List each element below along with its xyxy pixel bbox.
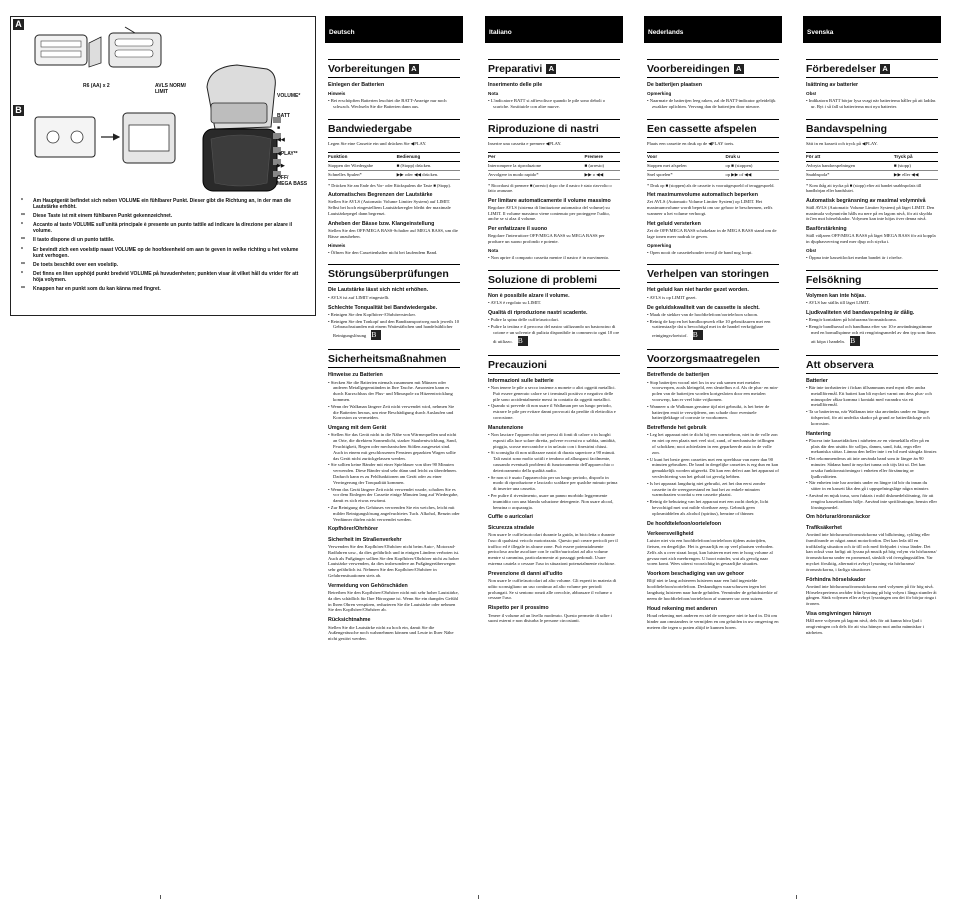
body-text: Verwenden Sie den Kopfhörer/Ohrhörer nicht beim Auto-, Motorrad- Radfahren usw., da dies gefährlich und in einigen Ländern verboten ist. Auch als Fußgänger sollten Sie den Kopfhörer/Ohrhörer nicht zu hoher Lautstärke verwenden, da dies insbesondere an Fußgängerüberwegen sehr gefährlich ist. Nehmen Sie den Kopfhörer/Ohrhörer in Gefahrensituationen stets ab.	[328, 543, 460, 578]
bullet-item: • Quando si prevede di non usare il Walkman per un lungo periodo, estrarre le pile per evitare danni provocati da perdite di elettrolita e corrosione.	[488, 403, 620, 420]
figure-ref-b: B	[693, 330, 703, 340]
bullet-item: • Se non si è usato l'apparecchio per un lungo periodo, disporlo in modo di riproduzione e lasciarlo scaldare per qualche minuto prima di inserire una cassetta.	[488, 475, 620, 492]
subheading: Qualità di riproduzione nastri scadente.	[488, 309, 588, 316]
note-heading: Obs!	[806, 91, 817, 97]
figure-ref-b: B	[850, 336, 860, 346]
stop-button-label: ■	[277, 125, 281, 131]
body-text: Använd inte hörlurarna/öronsnäckorna med volymen på för hög nivå. Hörselexperterna avråder från lyssning på hög volym i långa stunder åt gången. Sänk volymen eller avbryt lyssningen om det för börjar ringa i öronen.	[806, 583, 937, 607]
figure-ref-a: A	[734, 64, 744, 74]
figure-ref-b: B	[371, 330, 381, 340]
bullet-item: • När enheten inte har använts under en längre tid bör du innan du sätter in en kassett låta den gå i uppspelningsläge några minuter.	[806, 480, 938, 492]
bullet-item: • Reinigen Sie den Kopfhörer-/Ohrhörerstecker.	[328, 312, 460, 318]
table-footnote: * Kom ihåg att trycka på ■ (stopp) efter att bandet snabbspolats till bandbörjan eller bandslutet.	[806, 182, 922, 194]
body-text: Sätt in en kassett och tryck på ◀PLAY.	[806, 140, 878, 146]
figure-ref-b: B	[518, 336, 528, 346]
walkman-player-illustration	[197, 47, 285, 197]
bullet-item: • Det rekommenderas att inte använda band som är längre än 90 minuter. Sådana band är mycket tunna och töjs lätt ut. Det kan orsaka funktionsstörningar i enheten eller försämring av ljudkvaliteten.	[806, 456, 938, 479]
bullet-item: • Maak de stekker van de hoofdtelefoon/oortelefoon schoon.	[647, 312, 779, 318]
subheading: Houd rekening met anderen	[647, 605, 718, 612]
section-title: Vorbereitungen A	[328, 59, 460, 78]
illustration-panel	[10, 16, 316, 316]
section-title: Bandavspelning	[806, 119, 938, 138]
body-text: Tenere il volume ad un livello moderato. Questo permette di udire i suoni esterni e non disturba le persone circostanti.	[488, 612, 612, 624]
table-footnote: * Ricordarsi di premere ■ (arresto) dopo che il nastro è stato riavvolto o fatto avanzare.	[488, 182, 612, 194]
body-text: Stellen Sie die Lautstärke nicht zu hoch ein, damit Sie die Außengeräusche noch wahrnehmen können und Leute in Ihrer Nähe nicht gestört werden.	[328, 624, 454, 642]
language-header: Svenska	[803, 16, 941, 43]
subheading: De hoofdtelefoon/oortelefoon	[647, 520, 722, 527]
volume-control-label: VOLUME*	[277, 93, 301, 99]
bullet-item: • AVLS is op LIMIT gezet.	[647, 295, 779, 301]
subheading: Cuffie o auricolari	[488, 514, 534, 521]
section-title: Precauzioni	[488, 355, 620, 374]
bullet-item: • Rengör kontakten på hörlurarna/öronsnäckorna.	[806, 317, 938, 323]
body-text: Houd rekening met anderen en stel de weergave niet te hard in. Dit om hinder aan omstanders te vermijden en om geluiden in uw omgeving en meteen die tegen u praten altijd te kunnen horen.	[647, 612, 779, 630]
bullet-item: • Per pulire il rivestimento, usare un panno morbido leggermente inumidito con una blanda soluzione detergente. Non usare alcool, benzina o acquaragia.	[488, 493, 620, 510]
note-text: • Non aprire il comparto cassetta mentre il nastro è in movimento.	[488, 255, 620, 261]
bullet-item: • Reinig de kop en het bandloopwerk elke 10 gebruiksuren met een wattenstaafje dat u bevochtigd met in de handel verkrijgbare reinigingsvloeistof. B	[647, 319, 779, 341]
section-title: Bandwiedergabe	[328, 119, 460, 138]
section-title: Een cassette afspelen	[647, 119, 779, 138]
body-text: Regolare l'interruttore OFF/MEGA BASS su MEGA BASS per produrre un suono profondo e potente.	[488, 233, 605, 245]
footnote: ** Il tasto dispone di un punto tattile.	[21, 237, 115, 244]
batt-indicator-label: BATT	[277, 113, 290, 119]
note-heading: Nota	[488, 248, 499, 254]
subheading: Manutenzione	[488, 424, 524, 431]
figure-label-b: B	[13, 105, 24, 116]
bullet-item: • Leg het apparaat niet te dicht bij een warmtebron, niet in de volle zon en niet op een plaats met veel stof, zand, of mechanische trillingen of schokken; noot achterlaten in een geparkeerde auto in de volle zon.	[647, 432, 779, 455]
body-text: Zet AVLS (Automatic Volume Limiter System) op LIMIT. Het maximumvolume wordt beperkt om uw gehoor te beschermen, zelfs wanneer u het volume verhoogt.	[647, 199, 773, 216]
section-title: Störungsüberprüfungen	[328, 264, 460, 283]
note-heading: Opmerking	[647, 91, 672, 97]
footnote: ** Diese Taste ist mit einem fühlbaren Punkt gekennzeichnet.	[21, 213, 173, 220]
note-heading: Hinweis	[328, 91, 346, 97]
body-text: Zet de OFF/MEGA BASS schakelaar in de MEGA BASS stand om de lage tonen meer nadruk te geven.	[647, 228, 777, 239]
bullet-item: • Wanneer u de Walkman geruime tijd niet gebruikt, is het beter de batterijen eruit te verwijderen, om schade door eventuele batterijlekkage of corrosie te voorkomen.	[647, 404, 779, 421]
operation-table: Funktion Bedienung Stoppen der Wiedergabe ■ (Stopp) drücken. Schnelles Spulen* ▶▶ oder ◀◀ drücken.	[328, 152, 460, 180]
section-title: Voorzorgsmaatregelen	[647, 349, 779, 368]
bullet-item: • Zur Reinigung des Gehäuses verwenden Sie ein weiches, leicht mit milder Reinigungslösung angefeuchtetes Tuch. Alkohol, Benzin oder Verdünner dürfen nicht verwendet werden.	[328, 505, 460, 522]
section-title: Sicherheitsmaßnahmen	[328, 349, 460, 368]
operation-table: Voor Druk u Stoppen met afspelen op ■ (stoppen) Snel spoelen* op ▶▶ of ◀◀	[647, 152, 779, 180]
subheading: Non è possibile alzare il volume.	[488, 292, 570, 299]
body-text: Legen Sie eine Cassette ein und drücken Sie ◀PLAY.	[328, 140, 427, 146]
bullet-item: • U kunt het beste geen cassettes met een speelduur van meer dan 90 minuten gebruiken. De band in dergelijke cassettes is erg dun en kan gemakkelijk worden uitgerekt. Dit kan een defect aan het apparaat of verslechtering van het geluid tot gevolg hebben.	[647, 457, 779, 480]
column-nederlands	[644, 16, 782, 630]
note-heading: Obs!	[806, 248, 817, 254]
note-text: • Öppna inte kassettlocket medan bandet är i rörelse.	[806, 255, 938, 261]
figure-ref-a: A	[409, 64, 419, 74]
subheading: Förhindra hörselskador	[806, 576, 866, 583]
cassette-insertion-illustration	[31, 107, 179, 177]
subheading: Het maximumvolume automatisch beperken	[647, 192, 758, 199]
subheading: Voorkom beschadiging van uw gehoor	[647, 571, 745, 578]
subheading: Inserimento delle pile	[488, 82, 543, 88]
subheading: Hinweise zu Batterien	[328, 372, 383, 379]
subheading: Automatisches Begrenzen der Lautstärke	[328, 192, 433, 199]
subheading: Batterier	[806, 377, 828, 384]
footnote-list	[11, 198, 315, 295]
note-text: • L'indicatore BATT si affievolisce quando le pile sono deboli o scariche. Sostituirle con altre nuove.	[488, 98, 620, 110]
note-text: • Open nooit de cassettehouder terwijl de band nog loopt.	[647, 250, 779, 256]
section-title: Verhelpen van storingen	[647, 264, 779, 283]
language-header: Deutsch	[325, 16, 463, 43]
body-text: Regolare AVLS (sistema di limitazione automatica del volume) su LIMIT. Il volume massimo viene contenuto per proteggere l'udito, anche se si alza il volume.	[488, 204, 610, 222]
note-text: • Naarmate de batterijen leeg raken, zal de BATT-indicator geleidelijk zwakker oplichten. Vervang dan de batterijen door nieuwe.	[647, 98, 779, 110]
figure-ref-a: A	[880, 64, 890, 74]
bullet-item: • Pulire la spina delle cuffie/auricolari.	[488, 317, 620, 323]
body-text: Blijf niet te lang achtereen luisteren naar een luid ingestelde hoofdtelefoon/oortelefoon. Deskundigen waarschuwen tegen het langdurig luisteren naar harde geluiden. Verminder de geluidssterkte of neem de hoofdtelefoon/oortelefoon af wanneer uw oren suizen.	[647, 578, 778, 601]
subheading: Per limitare automaticamente il volume massimo	[488, 197, 611, 204]
bullet-item: • Stecken Sie die Batterien niemals zusammen mit Münzen oder anderen Metallgegenständen in Ihre Tasche. Ansonsten kann es durch Kurzschluss der Plus- und Minuspole zu Hitzeentwicklung kommen.	[328, 380, 460, 403]
subheading: Vermeidung von Gehörschäden	[328, 582, 408, 589]
subheading: Het geluid kan niet harder gezet worden.	[647, 287, 749, 294]
section-title: Att observera	[806, 355, 938, 374]
figure-ref-a: A	[546, 64, 556, 74]
section-title: Förberedelser A	[806, 59, 938, 78]
note-text: • Bei erschöpften Batterien leuchtet die BATT-Anzeige nur noch schwach. Wechseln Sie die Batterien dann aus.	[328, 98, 460, 110]
bullet-item: • Reinigen Sie den Tonkopf und den Bandtransportweg nach jeweils 10 Gebrauchsstunden mit einem Wattestäbchen und handelsüblicher Reinigungslösung B	[328, 319, 460, 341]
language-header: Nederlands	[644, 16, 782, 43]
bullet-item: • Wenn der Walkman längere Zeit nicht verwendet wird, nehmen Sie die Batterien heraus, um eine Beschädigung durch Auslaufen und Korrosion zu vermeiden.	[328, 404, 460, 421]
footnote: ** Knappen har en punkt som du kan känna med fingret.	[21, 286, 161, 293]
bullet-item: • Stellen Sie das Gerät nicht in die Nähe von Wärmequellen und nicht an Orte, die direktem Sonnenlicht, starker Staubentwicklung, Sand, Feuchtigkeit, Regen oder mechanischen Stößen ausgesetzt sind. Auch in einem mit geschlossenen Fenstern geparkten Wagen sollte das Gerät nicht zurückgelassen werden.	[328, 432, 460, 461]
bullet-item: • Is het apparaat langdurig niet gebruikt, zet het dan eerst zonder cassette in de weergavestand en laat het zo enkele minuten warmdraaien voordat u een cassette plaatst.	[647, 481, 779, 498]
subheading: Om hörlurar/öronsnäckor	[806, 514, 871, 521]
note-heading: Hinweis	[328, 242, 346, 248]
figure-label-a: A	[13, 19, 24, 30]
subheading: Automatisk begränsning av maximal volymnivå	[806, 197, 926, 204]
body-text: Håll nere volymen på lagom nivå, dels för att kunna höra ljud i omgivningen och dels för att visa hänsyn mot andra människor i närheten.	[806, 618, 925, 635]
subheading: Isättning av batterier	[806, 82, 859, 88]
subheading: Basförstärkning	[806, 226, 847, 233]
note-heading: Opmerking	[647, 242, 672, 248]
subheading: Prevenzione di danni all'udito	[488, 570, 563, 577]
mega-bass-switch-label: OFF/ MEGA BASS	[277, 175, 308, 187]
column-italiano	[485, 16, 623, 624]
bullet-item: • Reinig de behuizing van het apparaat met een zacht doekje, licht bevochtigd met wat milde vloeibare zeep. Gebruik geen oplosmiddelen als alcohol (spiritus), benzine of thinner.	[647, 499, 779, 516]
subheading: Anheben der Bässe bzw. Klangeinstellung	[328, 220, 435, 227]
subheading: Rücksichtnahme	[328, 617, 371, 624]
body-text: Non usare le cuffie/auricolari ad alto volume. Gli esperti in materia di udito sconsigliano un uso continuo ad alto volume per periodi prolungati. Se si sentono ronzii alle orecchie, abbassare il volume o cessare l'uso.	[488, 578, 617, 601]
body-text: Luister niet via een hoofdtelefoon/oortelefoon tijdens autorijden, fietsen, en dergelijke. Het is gevaarlijk en op veel plaatsen verboden. Zelfs als u over straat loopt, kan luisteren met een te hoog volume al gevaar met zich meebrengen. U hoort minder, wat als gevolg naar voren komt. Wees uiterst voorzichtig in gevaarlijke situaties.	[647, 538, 774, 567]
body-text: Använd inte hörlurarna/öronsnäckorna vid bilkörning, cykling eller framförande av något annat motorfordon. Det kan leda till en trafikfarlig situation och är till och med förbjudet i vissa länder. Det kan också vara farligt att lyssna på musik på hög volym via hörlurarna/öronsnäckorna under en promenad, särskilt vid övergångsställen. Var mycket försiktig, alternativt avbryt lyssning via hörlurarna/öronsnäckorna, i farliga situationer.	[806, 531, 937, 572]
bullet-item: • AVLS è regolato su LIMIT.	[488, 300, 620, 306]
subheading: Het geluid versterken	[647, 220, 701, 227]
subheading: Betreffende het gebruik	[647, 425, 707, 432]
fold-mark	[796, 895, 797, 899]
subheading: Betreffende de batterijen	[647, 372, 710, 379]
bullet-item: • Wenn das Gerät längere Zeit nicht verwendet wurde, schalten Sie es vor dem Einlegen der Cassette einige Minuten lang auf Wiedergabe, damit es sich etwas erwärmt.	[328, 487, 460, 504]
operation-table: För att Tryck på Avbryta bandavspelningen ■ (stopp) Snabbspola* ▶▶ eller ◀◀	[806, 152, 938, 180]
subheading: Verkeersveiligheid	[647, 530, 694, 537]
subheading: De geluidskwaliteit van de cassette is slecht.	[647, 304, 760, 311]
fold-mark	[478, 895, 479, 899]
bullet-item: • Placera inte kassettdäcken i närheten av en värmekälla eller på en plats där den utsätts för solljus, damm, sand, fukt, regn eller mekaniska stötar. Lämna den heller inte i en bil med stängda fönster.	[806, 438, 938, 455]
bullet-item: • AVLS ist auf LIMIT eingestellt.	[328, 295, 460, 301]
operation-table: Per Premere Interrompere la riproduzione ■ (arresto) Avvolgere in modo rapido* ▶▶ o ◀◀	[488, 152, 620, 180]
table-footnote: * Drücken Sie am Ende des Vor- oder Rückspulens die Taste ■ (Stopp).	[328, 182, 451, 188]
body-text: Stellen Sie AVLS (Automatic Volume Limiter System) auf LIMIT. Selbst bei hoch eingestelltem Lautstärkeregler bleibt der maximale Lautstärkepegel dann begrenzt.	[328, 199, 451, 216]
body-text: Ställ väljaren OFF/MEGA BASS på läget MEGA BASS för att koppla in djupbasverving med mer djup och styrka i.	[806, 233, 936, 245]
body-text: Betreiben Sie den Kopfhörer/Ohrhörer nicht mit sehr hoher Lautstärke, da dies schädlich für Ihre Hörorgane ist. Wenn Sie ein dumpfes Gefühl in Ihren Ohren verspüren, reduzieren Sie die Lautstärke oder nehmen Sie den Kopfhörer/Ohrhörer ab.	[328, 590, 459, 613]
bullet-item: • Använd en mjuk trasa, som fuktats i mild diskmedelslösning, för att rengöra kassettradions hölje. Använd inte spritlösningar, bensin eller lösningsmedel.	[806, 493, 938, 510]
subheading: Sicurezza stradale	[488, 524, 535, 531]
bullet-item: • Ta ur batterierna, när Walkman inte ska användas under en längre tidsperiod, för att undvika skador på grund av batteriläckage och korrosion.	[806, 409, 938, 426]
body-text: Non usare le cuffie/auricolari durante la guida, in bicicletta o durante l'uso di qualsiasi veicolo motorizzato. Questo può creare pericoli per il traffico ed è illegale in alcune zone. Può essere potenzialmente pericoloso anche ascoltare con le cuffie/auricolari ad alto volume mentre si cammina, particolarmente ai passaggi pedonali. Usare estrema cautela o cessare l'uso in situazioni potenzialmente rischiose.	[488, 531, 618, 566]
body-text: Inserire una cassetta e premere ◀PLAY.	[488, 140, 562, 146]
language-header: Italiano	[485, 16, 623, 43]
subheading: Visa omgivningen hänsyn	[806, 611, 872, 618]
subheading: Schlechte Tonqualität bei Bandwiedergabe.	[328, 304, 438, 311]
subheading: Umgang mit dem Gerät	[328, 425, 387, 432]
bullet-item: • Si sconsiglia di non utilizzare nastri di durata superiore a 90 minuti. Tali nastri sono molto sottili e tendono ad allungarsi facilmente, causando eventuali problemi di funzionamento dell'apparecchio o deterioramento della qualità audio.	[488, 450, 620, 473]
subheading: Ljudkvaliteten vid bandavspelning är dålig.	[806, 309, 915, 316]
footnote: * Det finns en liten upphöjd punkt bredvid VOLUME på huvudenheten; punkten visar åt vilket håll du vrider för att höja volymen.	[21, 270, 299, 283]
subheading: Kopfhörer/Ohrhörer	[328, 526, 379, 533]
bullet-item: • Pulire la testina e il percorso del nastro utilizzando un bastoncino di cotone e un solvente di pulizia disponibile in commercio ogni 10 ore di utilizzo. B	[488, 324, 620, 346]
section-title: Felsökning	[806, 270, 938, 289]
body-text: Ställ AVLS (Automatic Volume Limiter System) på läget LIMIT. Den maximala volymnivån hålls nu nere på en lagom nivå, för att skydda örונen mot hörselskador. Volymen kan inte höjas över denna nivå.	[806, 204, 935, 222]
bullet-item: • Non tenere le pile a secco insieme a monete o altri oggetti metallici. Può essere generato calore se i terminali positivo e negativo delle pile sono accidentalmente messi in contatto da oggetti metallici.	[488, 385, 620, 402]
section-title: Preparativi A	[488, 59, 620, 78]
bullet-item: • Non lasciare l'apparecchio nei pressi di fonti di calore o in luoghi esposti alla luce solare diretta, polvere eccessiva o sabbia, umidità, pioggia, scosse meccaniche o in un'auto con i finestrini chiusi.	[488, 432, 620, 449]
fast-forward-button-label: ▶▶	[277, 163, 285, 169]
subheading: Hantering	[806, 430, 831, 437]
note-heading: Nota	[488, 91, 499, 97]
section-title: Soluzione di problemi	[488, 270, 620, 289]
footnote: ** De toets beschikt over een voelstip.	[21, 261, 119, 268]
bullet-item: • AVLS har ställts till läget LIMIT.	[806, 300, 938, 306]
fold-mark	[160, 895, 161, 899]
battery-type-label: R6 (AA) x 2	[83, 83, 110, 89]
subheading: Volymen kan inte höjas.	[806, 292, 866, 299]
table-footnote: * Druk op ■ (stoppen) als de cassette is vooruitgespoeld of teruggespoeld.	[647, 182, 775, 188]
subheading: Sicherheit im Straßenverkehr	[328, 536, 402, 543]
bullet-item: • Bär inte torrbatterier i fickan tillsammans med mynt eller andra metallföremål. Ett batteri kan bli mycket varmt om dess plus- och minuspoler råkar komma i kontakt med varandra via ett metallföremål.	[806, 385, 938, 408]
play-button-label: ◀PLAY**	[277, 151, 298, 157]
subheading: Einlegen der Batterien	[328, 82, 385, 88]
bullet-item: • Rengör bandhuvud och bandbana efter var 10:e användningstimme med en bomullspinne och ett rengöringsmedel av den typ som finns att köpa i handeln. B	[806, 324, 938, 346]
footnote: * Am Hauptgerät befindet sich neben VOLUME ein fühlbarer Punkt. Dieser gibt die Richtung an, in der man die Lautstärke erhöht.	[21, 198, 292, 211]
subheading: Trafiksäkerhet	[806, 524, 842, 531]
body-text: Stellen Sie den OFF/MEGA BASS-Schalter auf MEGA BASS, um die Bässe anzuheben.	[328, 228, 458, 239]
body-text: Plaats een cassette en druk op de ◀PLAY toets.	[647, 140, 735, 146]
footnote: * Er bevindt zich een voelstip naast VOLUME op de hoofdeenheid om aan te geven in welke richting u het volume kunt verhogen.	[21, 246, 299, 259]
subheading: Per enfatizzare il suono	[488, 226, 548, 233]
rewind-button-label: ◀◀	[277, 137, 285, 143]
bullet-item: • Sie sollten keine Bänder mit einer Spieldauer von über 90 Minuten verwenden. Diese Bänder sind sehr dünn und leicht zu überdehnen. Dadurch kann es zu Fehlfunktionen am Gerät oder zu einer Verringerung der Tonqualität kommen.	[328, 462, 460, 485]
note-text: • Indikatorn BATT börjar lysa svagt när batterierna håller på att laddas ur. Byt i så fall ut batterierna mot nya batterier.	[806, 98, 938, 110]
subheading: Rispetto per il prossimo	[488, 605, 549, 612]
bullet-item: • Stop batterijen vooral niet los in uw zak samen met metalen voorwerpen, zoals kleingeld, een sleutelbos e.d. Als de plus- en min-polen van de batterijen worden kortgesloten door een metalen voorwerp, kan er veel hitte vrijkomen.	[647, 380, 779, 403]
section-title: Riproduzione di nastri	[488, 119, 620, 138]
subheading: Die Lautstärke lässt sich nicht erhöhen.	[328, 287, 429, 294]
column-svenska	[803, 16, 941, 636]
section-title: Voorbereidingen A	[647, 59, 779, 78]
note-text: • Öffnen Sie den Cassettenhalter nicht bei laufendem Band.	[328, 250, 460, 256]
footnote: * Accanto al tasto VOLUME sull'unità principale è presente un punto tattile ad indicare la direzione per alzare il volume.	[21, 222, 293, 235]
column-deutsch	[325, 16, 463, 642]
avls-switch-label: AVLS NORM/ LIMIT	[155, 83, 187, 95]
subheading: Informazioni sulle batterie	[488, 377, 554, 384]
subheading: De batterijen plaatsen	[647, 82, 703, 88]
